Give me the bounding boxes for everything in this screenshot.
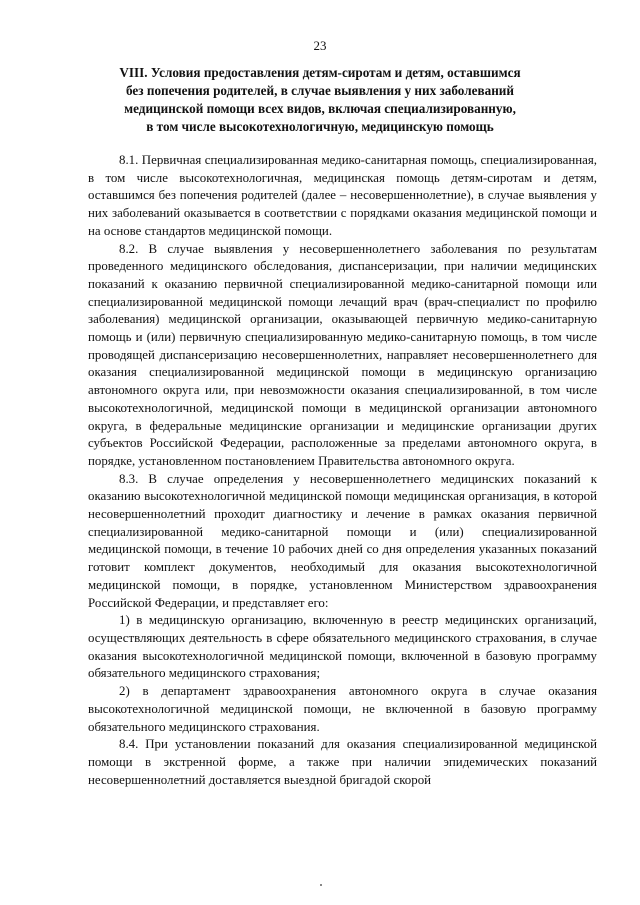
paragraph-8-3: 8.3. В случае определения у несовершеннолетнего медицинских показаний к оказанию высокотехнологичной медицинской помощи медицинская организация, в которой несовершеннолетний проходит диагностику и лечение в рамках оказания первичной специализированной медико-санитарной помощи и (или) специализированной медицинской помощи, в течение 10 рабочих дней со дня определения указанных показаний готовит комплект документов, необходимый для оказания высокотехнологичной медицинской помощи, в порядке, установленном Министерством здравоохранения Российской Федерации, и представляет его: [88, 471, 597, 610]
section-heading-line: VIII. Условия предоставления детям-сиротам и детям, оставшимся [119, 65, 521, 80]
paragraph-8-1: 8.1. Первичная специализированная медико-санитарная помощь, специализированная, в том числе высокотехнологичная, медицинская помощь детям-сиротам и детям, оставшимся без попечения родителей (далее – несовершеннолетние), в случае выявления у них заболеваний оказывается в соответствии с порядками оказания медицинской помощи и на основе стандартов медицинской помощи. [88, 153, 597, 238]
page-number: 23 [313, 38, 327, 53]
section-heading [95, 64, 545, 136]
paragraph-8-2: 8.2. В случае выявления у несовершеннолетнего заболевания по результатам проведенного медицинского обследования, диспансеризации, при наличии медицинских показаний к оказанию первичной специализированной медико-санитарной помощи или специализированной медицинской помощи лечащий врач (врач-специалист по профилю заболевания) медицинской организации, оказывающей первичную медико-санитарную помощь и (или) первичную специализированную медико-санитарную помощь, в том числе проводящей диспансеризацию несовершеннолетних, направляет несовершеннолетнего для оказания специализированной медицинской помощи в медицинскую организацию автономного округа или, при невозможности оказания специализированной, в том числе высокотехнологичной, медицинской помощи в медицинской организации автономного округа, в федеральные медицинские организации и медицинские организации других субъектов Российской Федерации, расположенные за пределами автономного округа, в порядке, установленном постановлением Правительства автономного округа. [88, 241, 597, 468]
section-heading-line: в том числе высокотехнологичную, медицинскую помощь [146, 119, 494, 134]
section-heading-line: медицинской помощи всех видов, включая специализированную, [124, 101, 516, 116]
document-body [88, 152, 597, 789]
list-item-1: 1) в медицинскую организацию, включенную в реестр медицинских организаций, осуществляющих деятельность в сфере обязательного медицинского страхования, в случае оказания высокотехнологичной медицинской помощи, включенной в базовую программу обязательного медицинского страхования; [88, 613, 597, 681]
section-heading-line: без попечения родителей, в случае выявления у них заболеваний [126, 83, 514, 98]
scan-dot [320, 884, 322, 886]
paragraph-8-4: 8.4. При установлении показаний для оказания специализированной медицинской помощи в экстренной форме, а также при наличии эпидемических показаний несовершеннолетний доставляется выездной бригадой скорой [88, 737, 597, 787]
list-item-2: 2) в департамент здравоохранения автономного округа в случае оказания высокотехнологичной медицинской помощи, не включенной в базовую программу обязательного медицинского страхования. [88, 684, 597, 734]
